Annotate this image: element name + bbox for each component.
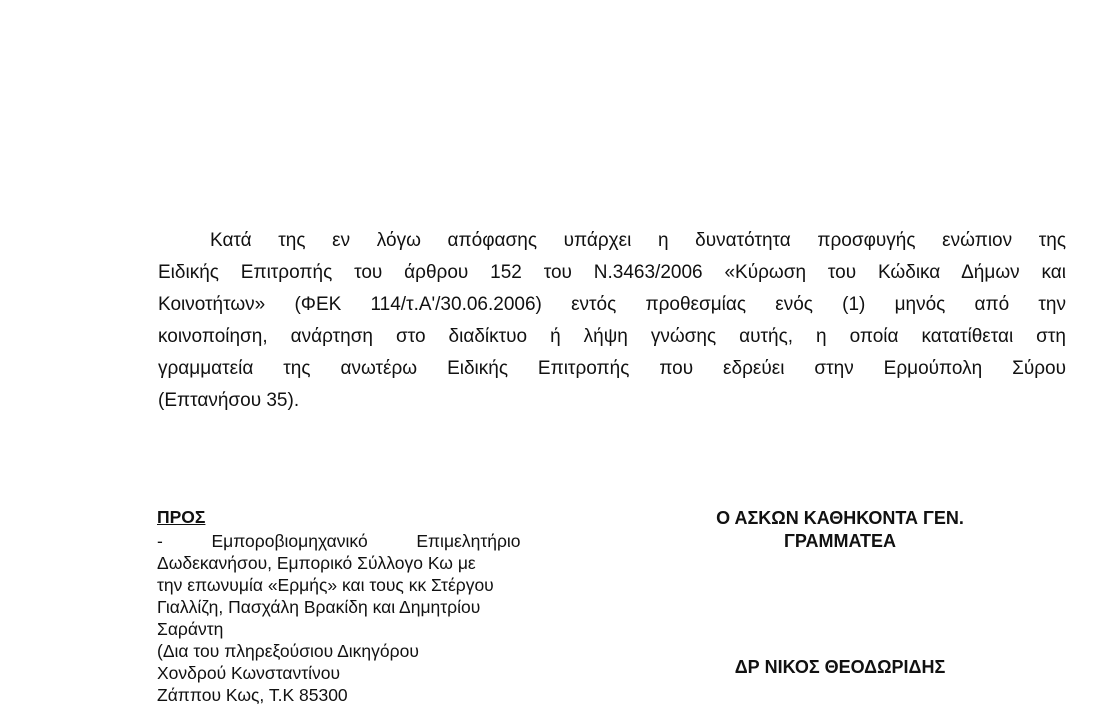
paragraph-line: Κοινοτήτων» (ΦΕΚ 114/τ.Α'/30.06.2006) εντός προθεσμίας ενός (1) μηνός από την [158, 294, 1066, 315]
recipient-line: - Εμποροβιομηχανικό Επιμελητήριο [157, 531, 521, 551]
signatory-title: Ο ΑΣΚΩΝ ΚΑΘΗΚΟΝΤΑ ΓΕΝ. [716, 508, 964, 528]
recipients-heading: ΠΡΟΣ [157, 507, 206, 527]
recipient-line: Σαράντη [157, 619, 224, 639]
recipient-line: Χονδρού Κωνσταντίνου [157, 663, 341, 683]
appeal-paragraph [158, 225, 1066, 417]
signatory-title: ΓΡΑΜΜΑΤΕΑ [784, 531, 896, 551]
recipient-line: Γιαλλίζη, Πασχάλη Βρακίδη και Δημητρίου [157, 597, 481, 617]
recipients-block [157, 506, 585, 706]
signatory-block [660, 507, 1020, 679]
paragraph-line: (Επτανήσου 35). [158, 390, 300, 411]
recipient-line: την επωνυμία «Ερμής» και τους κκ Στέργου [157, 575, 494, 595]
paragraph-line: Κατά της εν λόγω απόφασης υπάρχει η δυνατότητα προσφυγής ενώπιον της [210, 230, 1066, 251]
recipient-line: Δωδεκανήσου, Εμπορικό Σύλλογο Κω με [157, 553, 476, 573]
recipient-line: (Δια του πληρεξούσιου Δικηγόρου [157, 641, 419, 661]
recipient-line: Ζάππου Κως, Τ.Κ 85300 [157, 685, 348, 705]
paragraph-line: Ειδικής Επιτροπής του άρθρου 152 του Ν.3463/2006 «Κύρωση του Κώδικα Δήμων και [158, 262, 1066, 283]
signatory-name: ΔΡ ΝΙΚΟΣ ΘΕΟΔΩΡΙΔΗΣ [734, 657, 946, 677]
paragraph-line: κοινοποίηση, ανάρτηση στο διαδίκτυο ή λήψη γνώσης αυτής, η οποία κατατίθεται στη [158, 326, 1066, 347]
paragraph-line: γραμματεία της ανωτέρω Ειδικής Επιτροπής που εδρεύει στην Ερμούπολη Σύρου [158, 358, 1066, 379]
